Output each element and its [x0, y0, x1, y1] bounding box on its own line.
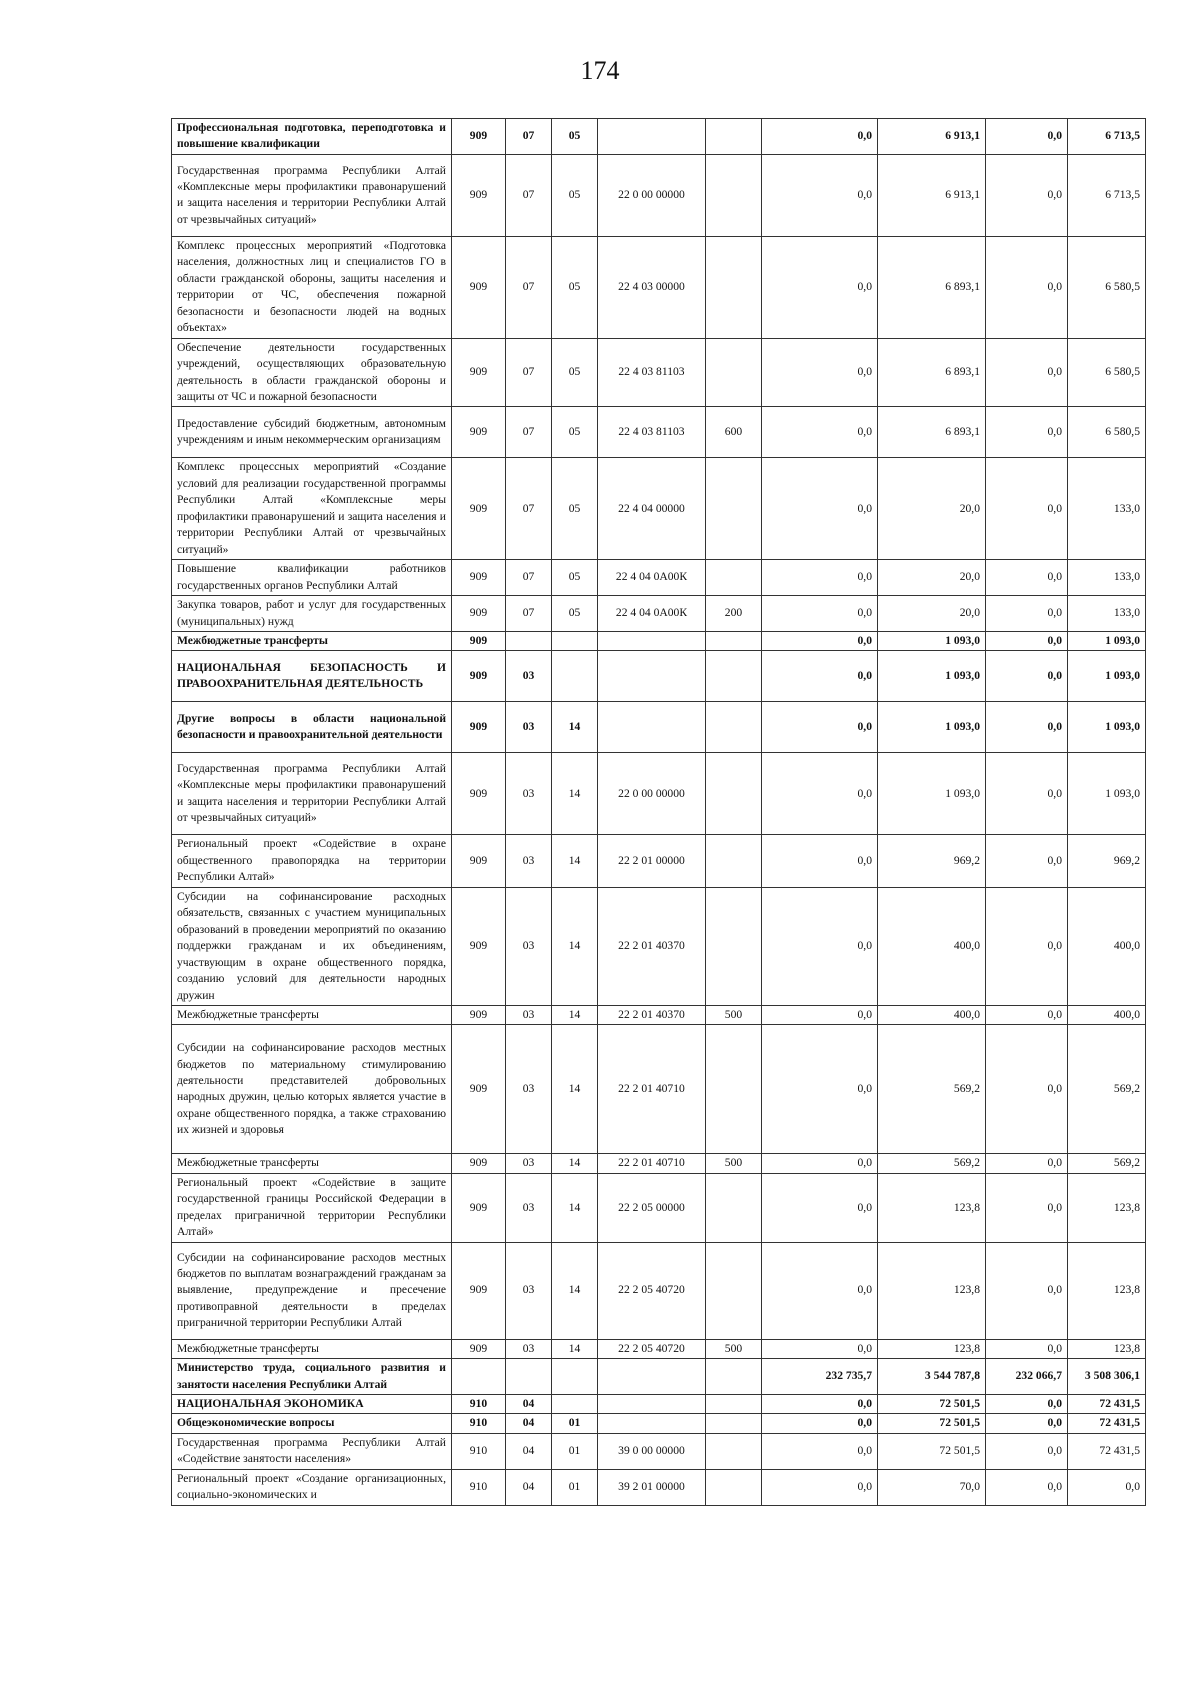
row-name: Субсидии на софинансирование расходных обязательств, связанных с участием муниципальных образований в проведении мероприятий по оказанию поддержки гражданам и их объединениям, участвующим в охране общественного порядка, созданию условий для деятельности народных дружин [172, 887, 452, 1005]
cell-amount-3: 0,0 [986, 1414, 1068, 1433]
table-row [172, 119, 1146, 155]
cell-section: 03 [506, 1242, 552, 1339]
cell-expense-type [706, 119, 762, 155]
row-name: Межбюджетные трансферты [172, 631, 452, 650]
cell-amount-1: 0,0 [762, 1025, 878, 1154]
cell-subsection: 05 [552, 236, 598, 338]
cell-amount-1: 0,0 [762, 887, 878, 1005]
cell-amount-3: 0,0 [986, 887, 1068, 1005]
cell-section [506, 631, 552, 650]
cell-subsection: 01 [552, 1433, 598, 1469]
cell-amount-2: 20,0 [878, 560, 986, 596]
cell-subsection [552, 631, 598, 650]
cell-grbs: 909 [452, 154, 506, 236]
table-row [172, 1433, 1146, 1469]
cell-amount-2: 20,0 [878, 458, 986, 560]
cell-amount-3: 0,0 [986, 1395, 1068, 1414]
cell-amount-2: 6 913,1 [878, 154, 986, 236]
cell-grbs: 909 [452, 835, 506, 887]
cell-grbs: 909 [452, 1339, 506, 1358]
cell-target-article [598, 631, 706, 650]
cell-subsection: 05 [552, 338, 598, 407]
cell-amount-4: 6 713,5 [1068, 154, 1146, 236]
row-name: Региональный проект «Содействие в охране общественного правопорядка на территории Республики Алтай» [172, 835, 452, 887]
cell-section: 07 [506, 119, 552, 155]
cell-amount-4: 123,8 [1068, 1339, 1146, 1358]
table-row [172, 407, 1146, 458]
table-row [172, 887, 1146, 1005]
cell-amount-1: 0,0 [762, 1395, 878, 1414]
cell-grbs: 909 [452, 1242, 506, 1339]
cell-subsection [552, 1395, 598, 1414]
cell-section: 07 [506, 338, 552, 407]
cell-expense-type [706, 835, 762, 887]
table-row [172, 1242, 1146, 1339]
row-name: Повышение квалификации работников государственных органов Республики Алтай [172, 560, 452, 596]
cell-target-article: 22 4 04 0А00К [598, 596, 706, 632]
cell-target-article: 22 4 03 00000 [598, 236, 706, 338]
cell-amount-3: 0,0 [986, 458, 1068, 560]
cell-section: 07 [506, 596, 552, 632]
cell-subsection: 14 [552, 1154, 598, 1173]
cell-amount-2: 1 093,0 [878, 702, 986, 753]
cell-expense-type [706, 1433, 762, 1469]
cell-subsection: 14 [552, 835, 598, 887]
cell-amount-4: 969,2 [1068, 835, 1146, 887]
cell-amount-2: 400,0 [878, 1005, 986, 1024]
cell-expense-type [706, 631, 762, 650]
row-name: Межбюджетные трансферты [172, 1154, 452, 1173]
cell-section [506, 1359, 552, 1395]
cell-amount-1: 0,0 [762, 1469, 878, 1505]
cell-amount-4: 6 580,5 [1068, 407, 1146, 458]
cell-grbs: 910 [452, 1433, 506, 1469]
cell-expense-type: 500 [706, 1005, 762, 1024]
cell-section: 03 [506, 753, 552, 835]
cell-grbs: 909 [452, 702, 506, 753]
cell-expense-type [706, 458, 762, 560]
cell-subsection: 14 [552, 1173, 598, 1242]
row-name: Субсидии на софинансирование расходов местных бюджетов по выплатам вознаграждений гражданам за выявление, предупреждение и пресечение противоправной деятельности в пределах приграничной территории Республики Алтай [172, 1242, 452, 1339]
cell-target-article: 22 2 01 40370 [598, 1005, 706, 1024]
cell-amount-1: 0,0 [762, 1005, 878, 1024]
cell-expense-type [706, 1173, 762, 1242]
table-row [172, 1173, 1146, 1242]
cell-section: 04 [506, 1469, 552, 1505]
cell-target-article: 22 2 05 40720 [598, 1339, 706, 1358]
page-number: 174 [580, 56, 620, 85]
cell-amount-4: 6 580,5 [1068, 236, 1146, 338]
cell-amount-1: 0,0 [762, 236, 878, 338]
cell-amount-2: 569,2 [878, 1025, 986, 1154]
cell-expense-type: 200 [706, 596, 762, 632]
cell-target-article: 22 2 05 40720 [598, 1242, 706, 1339]
cell-grbs: 910 [452, 1395, 506, 1414]
cell-amount-3: 0,0 [986, 1005, 1068, 1024]
cell-subsection [552, 1359, 598, 1395]
cell-amount-1: 0,0 [762, 596, 878, 632]
cell-target-article: 22 4 03 81103 [598, 338, 706, 407]
cell-amount-4: 400,0 [1068, 1005, 1146, 1024]
cell-target-article: 39 0 00 00000 [598, 1433, 706, 1469]
table-row [172, 1339, 1146, 1358]
cell-grbs: 910 [452, 1469, 506, 1505]
cell-amount-3: 0,0 [986, 560, 1068, 596]
cell-expense-type [706, 887, 762, 1005]
cell-amount-1: 0,0 [762, 1339, 878, 1358]
table-row [172, 560, 1146, 596]
cell-amount-1: 0,0 [762, 338, 878, 407]
table-row [172, 1395, 1146, 1414]
cell-amount-4: 400,0 [1068, 887, 1146, 1005]
cell-target-article: 22 2 01 40710 [598, 1154, 706, 1173]
cell-subsection: 01 [552, 1469, 598, 1505]
cell-amount-3: 0,0 [986, 1339, 1068, 1358]
cell-target-article [598, 651, 706, 702]
cell-amount-2: 569,2 [878, 1154, 986, 1173]
cell-expense-type: 500 [706, 1154, 762, 1173]
cell-subsection: 05 [552, 407, 598, 458]
cell-target-article: 22 4 04 00000 [598, 458, 706, 560]
table-row [172, 1359, 1146, 1395]
cell-amount-4: 0,0 [1068, 1469, 1146, 1505]
cell-subsection: 05 [552, 458, 598, 560]
cell-target-article [598, 1414, 706, 1433]
cell-amount-2: 72 501,5 [878, 1433, 986, 1469]
cell-amount-1: 0,0 [762, 560, 878, 596]
cell-grbs: 909 [452, 651, 506, 702]
cell-section: 03 [506, 835, 552, 887]
cell-amount-2: 400,0 [878, 887, 986, 1005]
cell-target-article: 22 0 00 00000 [598, 753, 706, 835]
row-name: Межбюджетные трансферты [172, 1339, 452, 1358]
cell-amount-1: 0,0 [762, 154, 878, 236]
cell-subsection: 14 [552, 1025, 598, 1154]
cell-amount-2: 72 501,5 [878, 1395, 986, 1414]
cell-amount-2: 123,8 [878, 1242, 986, 1339]
cell-subsection: 05 [552, 560, 598, 596]
row-name: Межбюджетные трансферты [172, 1005, 452, 1024]
cell-amount-1: 0,0 [762, 1242, 878, 1339]
table-row [172, 154, 1146, 236]
cell-amount-1: 232 735,7 [762, 1359, 878, 1395]
cell-grbs: 909 [452, 407, 506, 458]
cell-grbs: 909 [452, 1173, 506, 1242]
cell-target-article [598, 1359, 706, 1395]
cell-subsection: 14 [552, 1005, 598, 1024]
cell-expense-type: 500 [706, 1339, 762, 1358]
table-row [172, 1005, 1146, 1024]
cell-section: 04 [506, 1433, 552, 1469]
cell-grbs: 909 [452, 596, 506, 632]
cell-amount-3: 0,0 [986, 407, 1068, 458]
table-row [172, 631, 1146, 650]
cell-amount-3: 0,0 [986, 1025, 1068, 1154]
cell-amount-3: 232 066,7 [986, 1359, 1068, 1395]
cell-expense-type [706, 236, 762, 338]
cell-amount-2: 1 093,0 [878, 631, 986, 650]
cell-subsection: 05 [552, 119, 598, 155]
cell-amount-4: 1 093,0 [1068, 631, 1146, 650]
cell-amount-2: 6 893,1 [878, 338, 986, 407]
cell-section: 07 [506, 154, 552, 236]
cell-section: 03 [506, 1154, 552, 1173]
cell-amount-4: 133,0 [1068, 596, 1146, 632]
cell-amount-4: 6 580,5 [1068, 338, 1146, 407]
cell-target-article: 22 4 03 81103 [598, 407, 706, 458]
cell-section: 04 [506, 1395, 552, 1414]
cell-amount-4: 133,0 [1068, 458, 1146, 560]
cell-amount-4: 1 093,0 [1068, 651, 1146, 702]
cell-grbs: 909 [452, 236, 506, 338]
row-name: Другие вопросы в области национальной безопасности и правоохранительной деятельности [172, 702, 452, 753]
cell-amount-2: 3 544 787,8 [878, 1359, 986, 1395]
row-name: Министерство труда, социального развития и занятости населения Республики Алтай [172, 1359, 452, 1395]
table-body [172, 119, 1146, 1506]
cell-amount-2: 123,8 [878, 1339, 986, 1358]
cell-expense-type [706, 753, 762, 835]
cell-expense-type [706, 1025, 762, 1154]
cell-amount-2: 70,0 [878, 1469, 986, 1505]
cell-grbs: 909 [452, 458, 506, 560]
cell-amount-3: 0,0 [986, 702, 1068, 753]
cell-grbs: 909 [452, 887, 506, 1005]
cell-amount-4: 6 713,5 [1068, 119, 1146, 155]
cell-amount-1: 0,0 [762, 702, 878, 753]
cell-amount-1: 0,0 [762, 458, 878, 560]
table-row [172, 458, 1146, 560]
cell-amount-3: 0,0 [986, 596, 1068, 632]
cell-subsection: 14 [552, 753, 598, 835]
cell-grbs: 909 [452, 338, 506, 407]
cell-target-article: 22 0 00 00000 [598, 154, 706, 236]
cell-target-article [598, 702, 706, 753]
table-row [172, 338, 1146, 407]
cell-amount-4: 133,0 [1068, 560, 1146, 596]
cell-amount-4: 569,2 [1068, 1154, 1146, 1173]
cell-target-article: 22 2 01 00000 [598, 835, 706, 887]
cell-amount-3: 0,0 [986, 753, 1068, 835]
table-row [172, 1469, 1146, 1505]
cell-expense-type: 600 [706, 407, 762, 458]
cell-amount-3: 0,0 [986, 1154, 1068, 1173]
row-name: Предоставление субсидий бюджетным, автономным учреждениям и иным некоммерческим организациям [172, 407, 452, 458]
table-row [172, 1025, 1146, 1154]
cell-target-article: 22 2 01 40370 [598, 887, 706, 1005]
cell-amount-1: 0,0 [762, 1414, 878, 1433]
table-row [172, 1414, 1146, 1433]
cell-expense-type [706, 560, 762, 596]
cell-amount-1: 0,0 [762, 119, 878, 155]
cell-grbs: 909 [452, 631, 506, 650]
cell-section: 03 [506, 1025, 552, 1154]
cell-target-article: 22 2 01 40710 [598, 1025, 706, 1154]
cell-amount-3: 0,0 [986, 1242, 1068, 1339]
cell-subsection: 05 [552, 596, 598, 632]
cell-amount-1: 0,0 [762, 651, 878, 702]
cell-subsection: 14 [552, 702, 598, 753]
cell-expense-type [706, 1469, 762, 1505]
cell-section: 03 [506, 702, 552, 753]
table-row [172, 702, 1146, 753]
cell-amount-1: 0,0 [762, 753, 878, 835]
cell-grbs: 909 [452, 119, 506, 155]
cell-grbs: 909 [452, 560, 506, 596]
table-row [172, 835, 1146, 887]
cell-amount-3: 0,0 [986, 154, 1068, 236]
cell-amount-2: 969,2 [878, 835, 986, 887]
cell-subsection: 14 [552, 1242, 598, 1339]
cell-target-article [598, 1395, 706, 1414]
table-row [172, 753, 1146, 835]
cell-amount-2: 1 093,0 [878, 753, 986, 835]
row-name: Региональный проект «Содействие в защите государственной границы Российской Федерации в пределах приграничной территории Республики Алтай» [172, 1173, 452, 1242]
cell-grbs: 909 [452, 753, 506, 835]
cell-section: 03 [506, 887, 552, 1005]
cell-amount-4: 123,8 [1068, 1173, 1146, 1242]
row-name: Государственная программа Республики Алтай «Комплексные меры профилактики правонарушений и защита населения и территории Республики Алтай от чрезвычайных ситуаций» [172, 753, 452, 835]
table-row [172, 651, 1146, 702]
cell-amount-1: 0,0 [762, 1154, 878, 1173]
cell-target-article: 22 4 04 0А00К [598, 560, 706, 596]
cell-amount-2: 1 093,0 [878, 651, 986, 702]
cell-section: 04 [506, 1414, 552, 1433]
cell-amount-4: 1 093,0 [1068, 702, 1146, 753]
cell-section: 07 [506, 236, 552, 338]
cell-target-article: 39 2 01 00000 [598, 1469, 706, 1505]
row-name: Комплекс процессных мероприятий «Создание условий для реализации государственной программы Республики Алтай «Комплексные меры профилактики правонарушений и защита населения и территории Республики Алтай от чрезвычайных ситуаций» [172, 458, 452, 560]
row-name: Общеэкономические вопросы [172, 1414, 452, 1433]
cell-amount-1: 0,0 [762, 631, 878, 650]
cell-subsection: 01 [552, 1414, 598, 1433]
cell-expense-type [706, 1414, 762, 1433]
cell-amount-4: 72 431,5 [1068, 1433, 1146, 1469]
cell-amount-4: 72 431,5 [1068, 1395, 1146, 1414]
cell-section: 07 [506, 560, 552, 596]
row-name: Обеспечение деятельности государственных учреждений, осуществляющих образовательную деятельность в области гражданской обороны и защиты от ЧС и пожарной безопасности [172, 338, 452, 407]
table-row [172, 236, 1146, 338]
cell-amount-3: 0,0 [986, 631, 1068, 650]
cell-amount-4: 123,8 [1068, 1242, 1146, 1339]
row-name: Закупка товаров, работ и услуг для государственных (муниципальных) нужд [172, 596, 452, 632]
cell-subsection [552, 651, 598, 702]
table-row [172, 596, 1146, 632]
cell-amount-3: 0,0 [986, 338, 1068, 407]
cell-amount-3: 0,0 [986, 1469, 1068, 1505]
cell-amount-2: 6 893,1 [878, 407, 986, 458]
cell-amount-2: 6 893,1 [878, 236, 986, 338]
cell-amount-3: 0,0 [986, 1173, 1068, 1242]
cell-amount-2: 72 501,5 [878, 1414, 986, 1433]
cell-expense-type [706, 1395, 762, 1414]
cell-grbs: 910 [452, 1414, 506, 1433]
cell-amount-3: 0,0 [986, 1433, 1068, 1469]
cell-amount-2: 6 913,1 [878, 119, 986, 155]
cell-section: 03 [506, 1173, 552, 1242]
cell-section: 07 [506, 458, 552, 560]
cell-expense-type [706, 154, 762, 236]
cell-amount-3: 0,0 [986, 236, 1068, 338]
row-name: НАЦИОНАЛЬНАЯ БЕЗОПАСНОСТЬ И ПРАВООХРАНИТЕЛЬНАЯ ДЕЯТЕЛЬНОСТЬ [172, 651, 452, 702]
cell-expense-type [706, 338, 762, 407]
cell-amount-3: 0,0 [986, 119, 1068, 155]
row-name: Региональный проект «Создание организационных, социально-экономических и [172, 1469, 452, 1505]
cell-section: 07 [506, 407, 552, 458]
budget-table [171, 118, 1146, 1506]
row-name: Комплекс процессных мероприятий «Подготовка населения, должностных лиц и специалистов ГО в области гражданской обороны, защиты населения и территории от ЧС, обеспечения пожарной безопасности и безопасности людей на водных объектах» [172, 236, 452, 338]
cell-amount-2: 20,0 [878, 596, 986, 632]
cell-section: 03 [506, 651, 552, 702]
cell-section: 03 [506, 1005, 552, 1024]
cell-amount-1: 0,0 [762, 1173, 878, 1242]
cell-expense-type [706, 1242, 762, 1339]
row-name: Субсидии на софинансирование расходов местных бюджетов по материальному стимулированию деятельности представителей добровольных народных дружин, целью которых является участие в охране общественного порядка, а также страхованию их жизней и здоровья [172, 1025, 452, 1154]
row-name: Государственная программа Республики Алтай «Содействие занятости населения» [172, 1433, 452, 1469]
cell-grbs [452, 1359, 506, 1395]
cell-amount-1: 0,0 [762, 407, 878, 458]
row-name: Профессиональная подготовка, переподготовка и повышение квалификации [172, 119, 452, 155]
cell-amount-4: 569,2 [1068, 1025, 1146, 1154]
cell-amount-1: 0,0 [762, 1433, 878, 1469]
table-row [172, 1154, 1146, 1173]
cell-grbs: 909 [452, 1025, 506, 1154]
cell-amount-1: 0,0 [762, 835, 878, 887]
cell-amount-4: 3 508 306,1 [1068, 1359, 1146, 1395]
cell-amount-4: 1 093,0 [1068, 753, 1146, 835]
cell-expense-type [706, 702, 762, 753]
row-name: НАЦИОНАЛЬНАЯ ЭКОНОМИКА [172, 1395, 452, 1414]
row-name: Государственная программа Республики Алтай «Комплексные меры профилактики правонарушений и защита населения и территории Республики Алтай от чрезвычайных ситуаций» [172, 154, 452, 236]
cell-grbs: 909 [452, 1154, 506, 1173]
cell-amount-2: 123,8 [878, 1173, 986, 1242]
cell-amount-3: 0,0 [986, 835, 1068, 887]
cell-grbs: 909 [452, 1005, 506, 1024]
cell-expense-type [706, 1359, 762, 1395]
cell-expense-type [706, 651, 762, 702]
cell-amount-3: 0,0 [986, 651, 1068, 702]
cell-subsection: 14 [552, 1339, 598, 1358]
cell-subsection: 05 [552, 154, 598, 236]
cell-amount-4: 72 431,5 [1068, 1414, 1146, 1433]
cell-target-article: 22 2 05 00000 [598, 1173, 706, 1242]
cell-subsection: 14 [552, 887, 598, 1005]
cell-section: 03 [506, 1339, 552, 1358]
cell-target-article [598, 119, 706, 155]
